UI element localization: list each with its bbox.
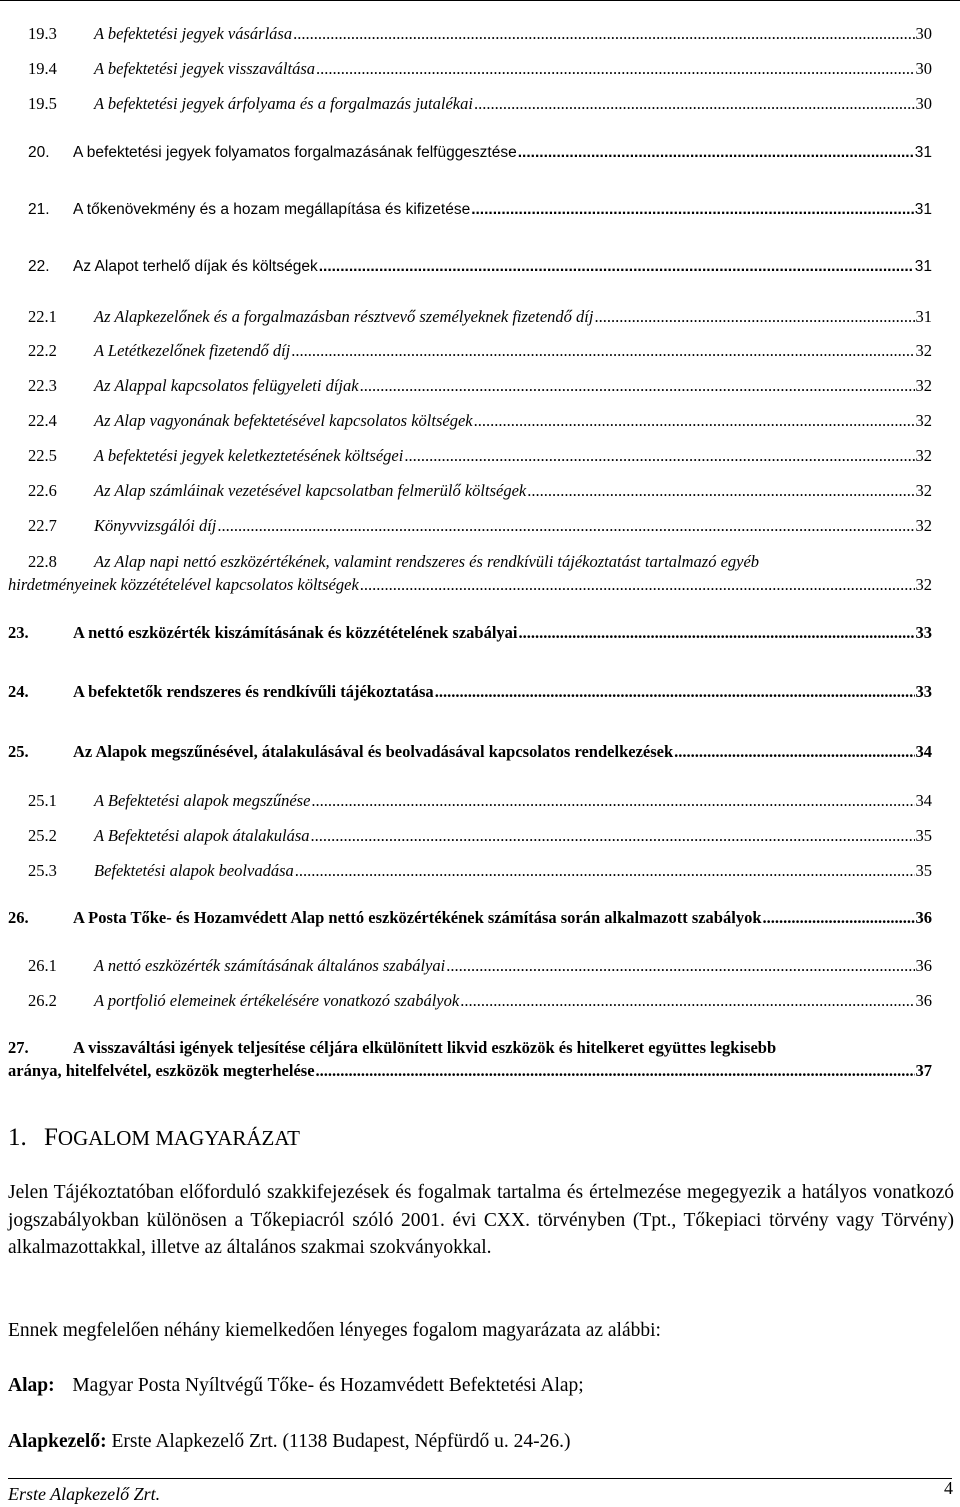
toc-number: 25.3 <box>28 861 57 880</box>
toc-number: 22.1 <box>28 307 57 326</box>
toc-entry-22-2[interactable] <box>0 341 960 361</box>
toc-page: 31 <box>914 258 932 275</box>
toc-number: 22.2 <box>28 341 57 360</box>
toc-title: Az Alapot terhelő díjak és költségek <box>73 258 318 275</box>
toc-page: 30 <box>915 59 932 78</box>
toc-number: 23. <box>8 623 29 642</box>
toc-number: 21. <box>28 201 50 218</box>
definitions-intro: Ennek megfelelően néhány kiemelkedően lényeges fogalom magyarázata az alábbi: <box>8 1320 661 1341</box>
toc-page: 30 <box>915 24 932 43</box>
toc-page: 33 <box>915 682 932 701</box>
toc-page: 32 <box>915 376 932 395</box>
toc-leader <box>404 446 914 466</box>
toc-leader <box>293 24 914 44</box>
toc-leader <box>519 623 915 643</box>
toc-title: A nettó eszközérték számításának általános szabályai <box>94 956 446 975</box>
toc-leader <box>435 682 915 702</box>
toc-number: 26.1 <box>28 956 57 975</box>
toc-entry-26-2[interactable] <box>0 991 960 1011</box>
toc-title: Az Alap számláinak vezetésével kapcsolatban felmerülő költségek <box>94 481 527 500</box>
toc-entry-21[interactable] <box>0 201 960 219</box>
toc-title: A Befektetési alapok megszűnése <box>94 791 311 810</box>
toc-page: 33 <box>915 623 932 642</box>
toc-leader <box>471 201 914 219</box>
definition-alapkezelo <box>8 1428 954 1456</box>
toc-entry-22-3[interactable] <box>0 376 960 396</box>
toc-entry-26[interactable] <box>0 908 960 928</box>
toc-page: 31 <box>914 144 932 161</box>
toc-entry-25-1[interactable] <box>0 791 960 811</box>
intro-paragraph: Jelen Tájékoztatóban előforduló szakkifejezések és fogalmak tartalma és értelmezése megegyezik a hatályos vonatkozó jogszabályokban különösen a Tőkepiacról szóló 2001. évi CXX. törvényben (Tpt., Tőkepiaci törvény vagy Törvény) alkalmazottakkal, illetve az általános szakmai szokványokkal. <box>8 1182 954 1258</box>
toc-leader <box>360 575 915 595</box>
toc-entry-25-3[interactable] <box>0 861 960 881</box>
toc-leader <box>674 742 914 762</box>
toc-title: A tőkenövekmény és a hozam megállapítása és kifizetése <box>73 201 471 218</box>
toc-number: 19.5 <box>28 94 57 113</box>
toc-number: 22.5 <box>28 446 57 465</box>
toc-leader <box>311 826 915 846</box>
toc-entry-22-6[interactable] <box>0 481 960 501</box>
toc-number: 25.1 <box>28 791 57 810</box>
toc-leader <box>311 791 914 811</box>
toc-leader <box>518 144 914 162</box>
toc-title: A befektetési jegyek vásárlása <box>94 24 293 43</box>
toc-title: A portfolió elemeinek értékelésére vonatkozó szabályok <box>94 991 460 1010</box>
toc-title: Befektetési alapok beolvadása <box>94 861 294 880</box>
toc-entry-19-5[interactable] <box>0 94 960 114</box>
toc-leader <box>319 258 914 276</box>
toc-entry-27[interactable] <box>0 1038 960 1081</box>
toc-number: 22. <box>28 258 50 275</box>
toc-number: 22.3 <box>28 376 57 395</box>
toc-title: A befektetési jegyek folyamatos forgalmazásának felfüggesztése <box>73 144 517 161</box>
toc-number: 20. <box>28 144 50 161</box>
toc-title: A Befektetési alapok átalakulása <box>94 826 310 845</box>
toc-entry-22-1[interactable] <box>0 307 960 327</box>
toc-page: 34 <box>915 742 932 761</box>
toc-page: 37 <box>915 1061 932 1080</box>
toc-entry-22[interactable] <box>0 258 960 276</box>
toc-number: 19.3 <box>28 24 57 43</box>
toc-title-line2: hirdetményeinek közzétételével kapcsolatos költségek <box>8 575 359 594</box>
toc-page: 36 <box>915 991 932 1010</box>
toc-entry-23[interactable] <box>0 623 960 643</box>
toc-title: A befektetési jegyek árfolyama és a forgalmazás jutalékai <box>94 94 473 113</box>
toc-entry-22-8[interactable] <box>0 552 960 595</box>
toc-entry-20[interactable] <box>0 144 960 162</box>
heading-number: 1. <box>8 1124 27 1151</box>
toc-leader <box>295 861 915 881</box>
toc-title: A befektetők rendszeres és rendkívűli tájékoztatása <box>73 682 434 701</box>
term-alapkezelo: Alapkezelő: <box>8 1431 107 1452</box>
toc-number: 19.4 <box>28 59 57 78</box>
def-alap: Magyar Posta Nyíltvégű Tőke- és Hozamvédett Befektetési Alap; <box>72 1375 584 1396</box>
toc-leader <box>316 1061 915 1081</box>
toc-entry-19-4[interactable] <box>0 59 960 79</box>
toc-number: 22.7 <box>28 516 57 535</box>
toc-page: 34 <box>915 791 932 810</box>
footer-company: Erste Alapkezelő Zrt. <box>8 1484 161 1504</box>
toc-entry-22-7[interactable] <box>0 516 960 536</box>
toc-title: Az Alapok megszűnésével, átalakulásával és beolvadásával kapcsolatos rendelkezések <box>73 742 674 761</box>
toc-leader <box>217 516 914 536</box>
toc-page: 35 <box>915 826 932 845</box>
toc-entry-25-2[interactable] <box>0 826 960 846</box>
toc-number: 22.8 <box>28 552 57 571</box>
heading-first-letter: F <box>44 1124 58 1151</box>
toc-title: Az Alapkezelőnek és a forgalmazásban résztvevő személyeknek fizetendő díj <box>94 307 594 326</box>
toc-title: A befektetési jegyek visszaváltása <box>94 59 315 78</box>
toc-number: 22.6 <box>28 481 57 500</box>
toc-page: 36 <box>915 956 932 975</box>
toc-leader <box>527 481 914 501</box>
toc-entry-25[interactable] <box>0 742 960 762</box>
toc-title: A Posta Tőke- és Hozamvédett Alap nettó eszközértékének számítása során alkalmazott szabályok <box>73 908 762 927</box>
toc-leader <box>474 411 915 431</box>
toc-number: 24. <box>8 682 29 701</box>
toc-title: Az Alappal kapcsolatos felügyeleti díjak <box>94 376 359 395</box>
toc-page: 35 <box>915 861 932 880</box>
heading-rest: OGALOM MAGYARÁZAT <box>57 1126 300 1150</box>
toc-entry-24[interactable] <box>0 682 960 702</box>
toc-leader <box>360 376 915 396</box>
toc-number: 27. <box>8 1038 29 1057</box>
toc-number: 22.4 <box>28 411 57 430</box>
toc-leader <box>291 341 914 361</box>
toc-page: 32 <box>915 446 932 465</box>
toc-page: 31 <box>915 307 932 326</box>
toc-page: 32 <box>915 575 932 594</box>
toc-leader <box>460 991 914 1011</box>
toc-page: 32 <box>915 516 932 535</box>
toc-title: A nettó eszközérték kiszámításának és közzétételének szabályai <box>73 623 518 642</box>
toc-number: 25. <box>8 742 29 761</box>
toc-title-line1: A visszaváltási igények teljesítése céljára elkülönített likvid eszközök és hitelkeret együttes legkisebb <box>73 1038 777 1057</box>
toc-title: A Letétkezelőnek fizetendő díj <box>94 341 291 360</box>
toc-title: A befektetési jegyek keletkeztetésének költségei <box>94 446 404 465</box>
toc-page: 32 <box>915 411 932 430</box>
top-rule <box>0 0 960 1</box>
section-heading <box>8 1124 300 1152</box>
footer-page-number: 4 <box>944 1478 953 1498</box>
toc-entry-26-1[interactable] <box>0 956 960 976</box>
toc-number: 25.2 <box>28 826 57 845</box>
toc-title: Az Alap vagyonának befektetésével kapcsolatos költségek <box>94 411 473 430</box>
toc-page: 36 <box>915 908 932 927</box>
toc-leader <box>474 94 915 114</box>
term-alap: Alap: <box>8 1375 55 1396</box>
toc-entry-22-4[interactable] <box>0 411 960 431</box>
toc-title: Könyvvizsgálói díj <box>94 516 217 535</box>
toc-page: 32 <box>915 481 932 500</box>
toc-page: 32 <box>915 341 932 360</box>
toc-leader <box>446 956 914 976</box>
toc-leader <box>594 307 914 327</box>
toc-number: 26.2 <box>28 991 57 1010</box>
definition-alap <box>8 1372 954 1400</box>
def-alapkezelo: Erste Alapkezelő Zrt. (1138 Budapest, Népfürdő u. 24-26.) <box>111 1431 571 1452</box>
toc-page: 30 <box>915 94 932 113</box>
toc-title-line2: aránya, hitelfelvétel, eszközök megterhelése <box>8 1061 315 1080</box>
toc-title-line1: Az Alap napi nettó eszközértékének, valamint rendszeres és rendkívüli tájékoztatást tartalmazó egyéb <box>94 552 760 571</box>
toc-entry-19-3[interactable] <box>0 24 960 44</box>
toc-leader <box>316 59 915 79</box>
toc-leader <box>763 908 915 928</box>
toc-number: 26. <box>8 908 29 927</box>
toc-entry-22-5[interactable] <box>0 446 960 466</box>
footer-rule <box>8 1478 952 1479</box>
toc-page: 31 <box>914 201 932 218</box>
